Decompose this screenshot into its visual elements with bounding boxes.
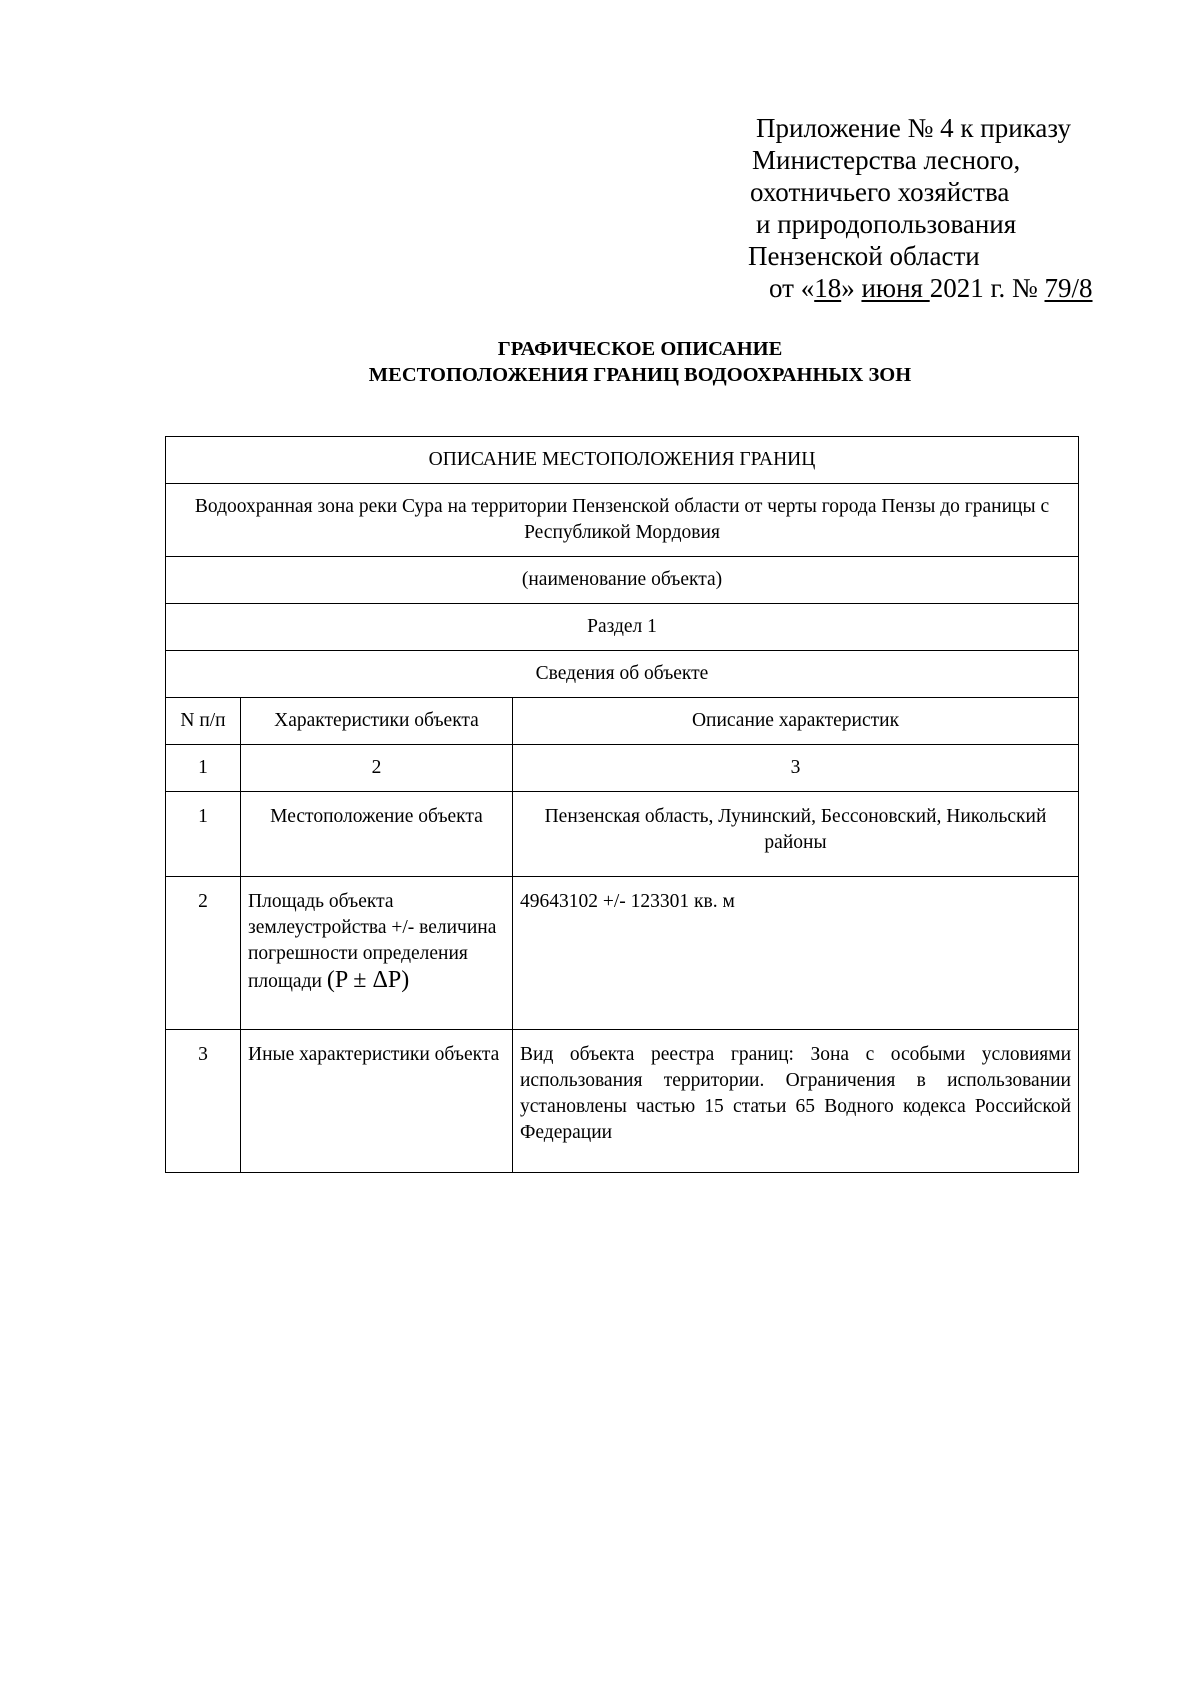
- section-row: [166, 604, 1079, 651]
- object-caption: (наименование объекта): [166, 557, 1079, 604]
- order-month: июня: [861, 273, 930, 303]
- row-characteristic: Иные характеристики объекта: [241, 1030, 513, 1173]
- column-number: 2: [241, 745, 513, 792]
- section-title-row: [166, 651, 1079, 698]
- table-heading: ОПИСАНИЕ МЕСТОПОЛОЖЕНИЯ ГРАНИЦ: [166, 437, 1079, 484]
- date-prefix: от «: [769, 273, 815, 303]
- document-title: [160, 336, 1120, 388]
- object-name-row: [166, 484, 1079, 557]
- appendix-line: охотничьего хозяйства: [750, 177, 1010, 207]
- row-characteristic-cell: [241, 877, 513, 1030]
- column-header-characteristic: Характеристики объекта: [241, 698, 513, 745]
- title-line: МЕСТОПОЛОЖЕНИЯ ГРАНИЦ ВОДООХРАННЫХ ЗОН: [368, 364, 912, 386]
- boundary-description-table: [165, 436, 1079, 1173]
- row-description: Вид объекта реестра границ: Зона с особыми условиями использования территории. Ограничения в использовании установлены частью 15 статьи 65 Водного кодекса Российской Федерации: [513, 1030, 1079, 1173]
- column-header-number: N п/п: [166, 698, 241, 745]
- row-characteristic: Площадь объекта землеустройства +/- величина погрешности определения площади: [248, 891, 497, 992]
- column-header-description: Описание характеристик: [513, 698, 1079, 745]
- appendix-line: и природопользования: [756, 209, 1017, 239]
- table-row: [166, 877, 1079, 1030]
- appendix-line: Пензенской области: [748, 241, 980, 271]
- order-date-line: [769, 272, 1120, 304]
- row-number: 2: [166, 877, 241, 1030]
- row-number: 1: [166, 792, 241, 877]
- table-row: [166, 1030, 1079, 1173]
- area-formula: (P ± ΔP): [326, 967, 410, 993]
- row-description: 49643102 +/- 123301 кв. м: [513, 877, 1079, 1030]
- date-day-suffix: »: [841, 273, 862, 303]
- column-number: 1: [166, 745, 241, 792]
- column-number: 3: [513, 745, 1079, 792]
- appendix-line: Министерства лесного,: [752, 145, 1021, 175]
- column-header-row: [166, 698, 1079, 745]
- section-label: Раздел 1: [166, 604, 1079, 651]
- table-heading-row: [166, 437, 1079, 484]
- appendix-note: [740, 112, 1120, 304]
- order-year: 2021 г. №: [929, 273, 1045, 303]
- table-row: [166, 792, 1079, 877]
- appendix-line: Приложение № 4 к приказу: [756, 113, 1071, 143]
- row-description: Пензенская область, Лунинский, Бессоновский, Никольский районы: [513, 792, 1079, 877]
- section-title: Сведения об объекте: [166, 651, 1079, 698]
- row-number: 3: [166, 1030, 241, 1173]
- column-number-row: [166, 745, 1079, 792]
- row-characteristic: Местоположение объекта: [241, 792, 513, 877]
- order-number: 79/8: [1044, 273, 1093, 303]
- order-day: 18: [814, 273, 842, 303]
- object-caption-row: [166, 557, 1079, 604]
- title-line: ГРАФИЧЕСКОЕ ОПИСАНИЕ: [497, 338, 783, 360]
- object-name: Водоохранная зона реки Сура на территории Пензенской области от черты города Пензы до границы с Республикой Мордовия: [166, 484, 1079, 557]
